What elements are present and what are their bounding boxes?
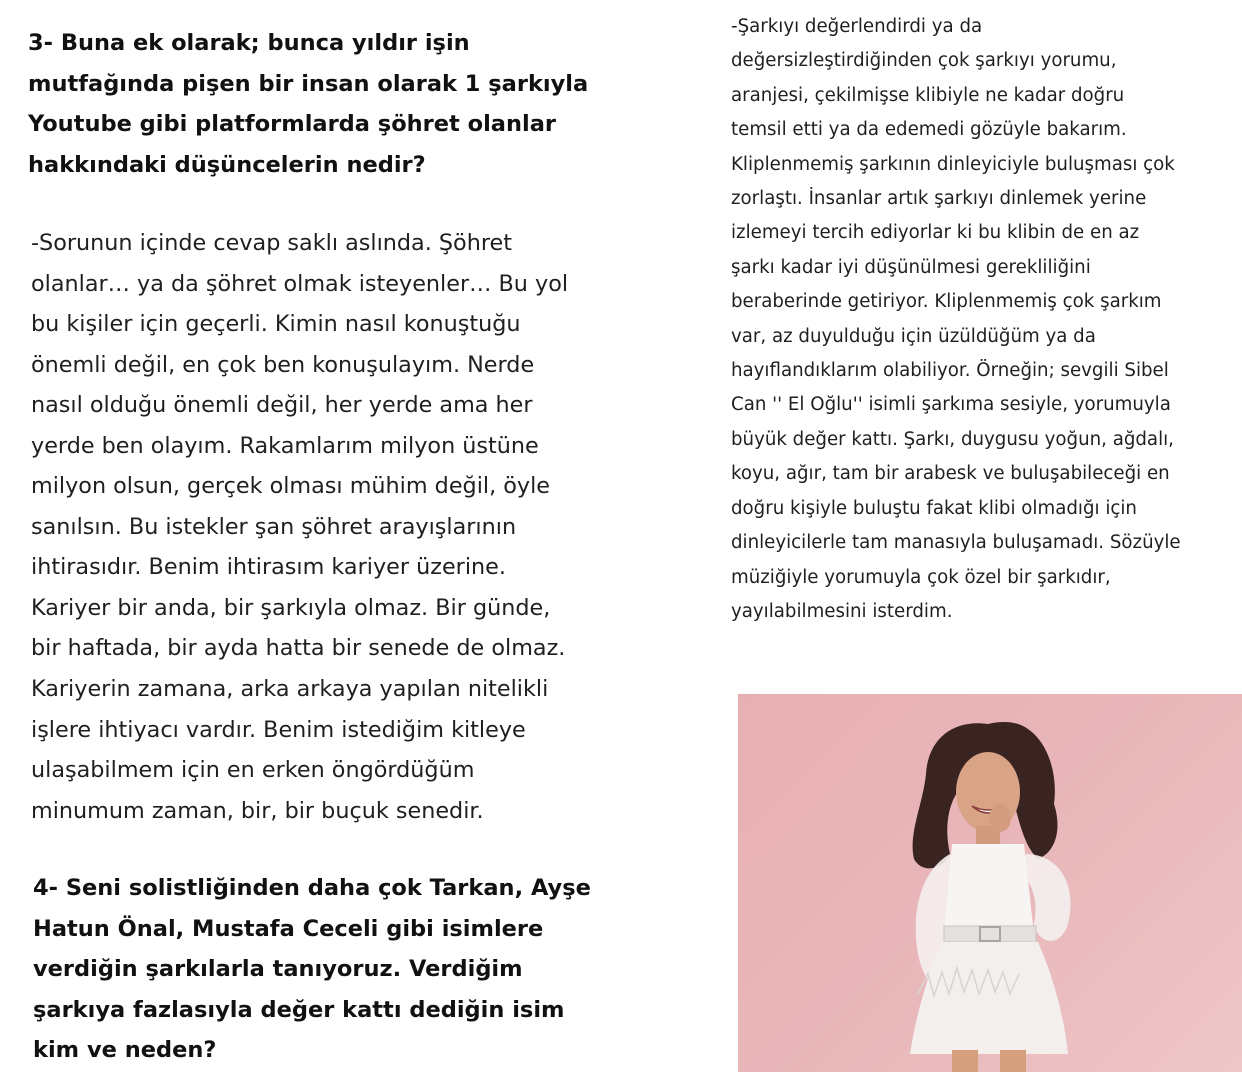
answer-4-line: şarkı kadar iyi düşünülmesi gerekliliğini — [731, 256, 1091, 278]
answer-3-line: Kariyerin zamana, arka arkaya yapılan nitelikli — [31, 676, 549, 703]
hand-shape — [989, 804, 1011, 832]
answer-4-line: izlemeyi tercih ediyorlar ki bu klibin de en az — [731, 222, 1140, 244]
answer-3-line: milyon olsun, gerçek olması mühim değil, öyle — [31, 473, 551, 500]
question-3-heading — [28, 23, 588, 185]
answer-3-line: -Sorunun içinde cevap saklı aslında. Şöhret — [31, 230, 512, 256]
singer-photo — [738, 694, 1242, 1072]
right-leg-shape — [1000, 1050, 1026, 1072]
left-leg-shape — [952, 1050, 978, 1072]
answer-4-line: doğru kişiyle buluştu fakat klibi olmadığı için — [731, 497, 1137, 519]
answer-4-line: beraberinde getiriyor. Kliplenmemiş çok şarkım — [731, 291, 1162, 313]
answer-3-line: ulaşabilmem için en erken öngördüğüm — [31, 757, 475, 784]
question-3-line: Youtube gibi platformlarda şöhret olanlar — [28, 111, 556, 137]
question-4-line: verdiğin şarkılarla tanıyoruz. Verdiğim — [33, 956, 523, 982]
answer-4-paragraph — [731, 10, 1181, 629]
answer-4-line: hayıflandıklarım olabiliyor. Örneğin; sevgili Sibel — [731, 360, 1169, 382]
question-4-line: kim ve neden? — [33, 1037, 217, 1063]
question-4-line: 4- Seni solistliğinden daha çok Tarkan, Ayşe — [33, 875, 591, 901]
answer-3-line: minumum zaman, bir, bir buçuk senedir. — [31, 797, 484, 824]
question-3-line: 3- Buna ek olarak; bunca yıldır işin — [28, 30, 470, 56]
answer-4-line: var, az duyulduğu için üzüldüğüm ya da — [731, 325, 1096, 347]
question-4-heading — [33, 868, 591, 1071]
answer-3-line: önemli değil, en çok ben konuşulayım. Nerde — [31, 351, 535, 378]
answer-3-line: bu kişiler için geçerli. Kimin nasıl konuştuğu — [31, 311, 521, 338]
answer-4-line: -Şarkıyı değerlendirdi ya da — [731, 16, 983, 37]
question-3-line: mutfağında pişen bir insan olarak 1 şarkıyla — [28, 70, 589, 97]
question-4-line: şarkıya fazlasıyla değer kattı dediğin isim — [33, 996, 565, 1023]
answer-4-line: değersizleştirdiğinden çok şarkıyı yorumu, — [731, 50, 1117, 72]
answer-4-line: büyük değer kattı. Şarkı, duygusu yoğun, ağdalı, — [731, 428, 1174, 450]
answer-4-line: zorlaştı. İnsanlar artık şarkıyı dinlemek yerine — [731, 188, 1147, 210]
answer-3-line: Kariyer bir anda, bir şarkıyla olmaz. Bir günde, — [31, 594, 551, 621]
answer-3-line: olanlar… ya da şöhret olmak isteyenler… Bu yol — [31, 270, 569, 297]
answer-3-line: ihtirasıdır. Benim ihtirasım kariyer üzerine. — [31, 554, 506, 581]
answer-3-line: yerde ben olayım. Rakamlarım milyon üstüne — [31, 432, 539, 459]
answer-3-line: nasıl olduğu önemli değil, her yerde ama her — [31, 392, 533, 419]
answer-3-paragraph — [31, 223, 568, 831]
answer-3-line: bir haftada, bir ayda hatta bir senede de olmaz. — [31, 635, 566, 662]
bodice-shape — [944, 844, 1034, 934]
answer-4-line: müziğiyle yorumuyla çok özel bir şarkıdır, — [731, 566, 1111, 588]
answer-4-line: aranjesi, çekilmişse klibiyle ne kadar doğru — [731, 84, 1125, 106]
answer-4-line: Can '' El Oğlu'' isimli şarkıma sesiyle, yorumuyla — [731, 394, 1171, 416]
answer-4-line: koyu, ağır, tam bir arabesk ve buluşabileceği en — [731, 463, 1170, 485]
question-3-line: hakkındaki düşüncelerin nedir? — [28, 151, 426, 178]
answer-4-line: Kliplenmemiş şarkının dinleyiciyle buluşması çok — [731, 153, 1175, 175]
answer-4-line: yayılabilmesini isterdim. — [731, 600, 953, 622]
answer-4-line: temsil etti ya da edemedi gözüyle bakarım. — [731, 119, 1127, 141]
singer-illustration — [738, 694, 1242, 1072]
answer-4-line: dinleyicilerle tam manasıyla buluşamadı. Sözüyle — [731, 532, 1181, 554]
belt-shape — [944, 926, 1036, 942]
answer-3-line: işlere ihtiyacı vardır. Benim istediğim kitleye — [31, 716, 526, 743]
answer-3-line: sanılsın. Bu istekler şan şöhret arayışlarının — [31, 513, 517, 540]
question-4-line: Hatun Önal, Mustafa Ceceli gibi isimlere — [33, 915, 544, 942]
